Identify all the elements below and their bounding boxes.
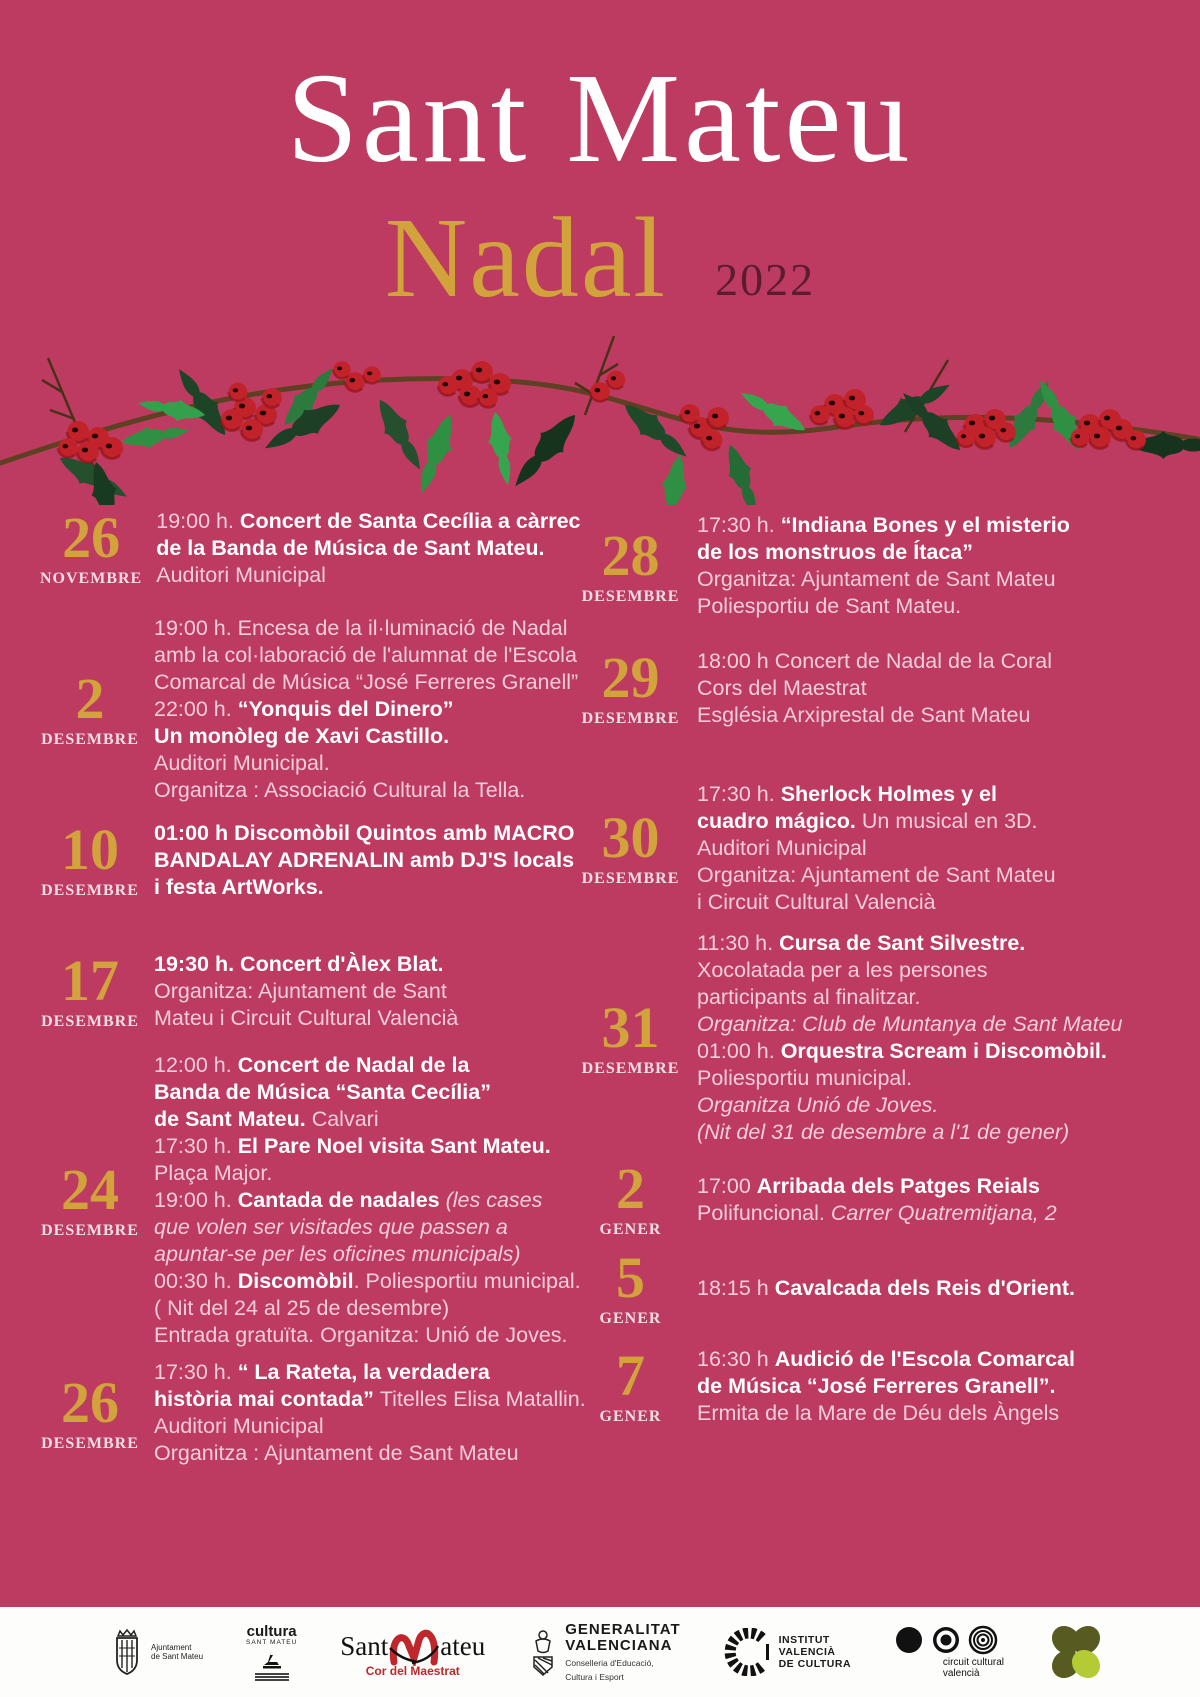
event-date-month: DESEMBRE: [581, 587, 680, 605]
event-text-segment: Banda de Música “Santa Cecília”: [154, 1080, 491, 1104]
ivc-name-3: DE CULTURA: [778, 1658, 852, 1670]
event-text-segment: Organitza: Ajuntament de Sant Mateu: [697, 863, 1056, 887]
cultura-smallprint-bars: [255, 1673, 289, 1681]
event-text-line: [697, 984, 1122, 1011]
generalitat-name-1: GENERALITAT: [565, 1621, 681, 1638]
event-text-segment: 17:30 h.: [697, 513, 781, 537]
event-text-segment: Sherlock Holmes y el: [780, 782, 997, 806]
event-date-month: DESEMBRE: [41, 1222, 139, 1239]
event-date: [40, 666, 140, 749]
event-row: [578, 1156, 1160, 1239]
event-text-segment: 17:30 h.: [697, 782, 781, 806]
event-text-line: [154, 696, 578, 723]
santmateu-m-icon: [388, 1626, 440, 1666]
event-text-line: [154, 1268, 581, 1295]
ivc-mosaic-c-icon: [724, 1628, 772, 1676]
event-date: [40, 948, 140, 1031]
poster-subtitle: Nadal: [384, 194, 668, 321]
circuit-label-2: valencià: [942, 1668, 980, 1679]
event-date-month: DESEMBRE: [581, 710, 680, 727]
event-date: [40, 1369, 140, 1453]
event-text-line: [154, 1295, 581, 1322]
circuit-label-1: circuit cultural: [942, 1657, 1005, 1668]
event-date-number: 10: [61, 817, 119, 882]
ajuntament-label-2: de Sant Mateu: [151, 1652, 204, 1661]
event-date-number: 28: [601, 522, 660, 588]
event-text-segment: Cavalcada dels Reis d'Orient.: [774, 1276, 1075, 1300]
event-text-segment: Poliesportiu de Sant Mateu.: [697, 594, 962, 618]
event-description: [697, 1346, 1075, 1427]
event-row: [40, 1052, 600, 1349]
event-text-segment: Organitza Unió de Joves.: [697, 1093, 939, 1117]
event-row: [578, 512, 1160, 620]
event-text-segment: 00:30 h.: [154, 1269, 238, 1293]
event-description: [156, 508, 580, 589]
event-text-line: [154, 1052, 581, 1079]
event-text-line: [154, 1079, 581, 1106]
event-text-line: [697, 702, 1052, 729]
event-description: [154, 1052, 581, 1349]
event-date: [578, 522, 683, 606]
event-text-segment: Organitza: Ajuntament de Sant: [154, 979, 447, 1003]
event-text-segment: Discomòbil: [237, 1269, 354, 1293]
event-text-segment: que volen ser visitades que passen a: [154, 1215, 508, 1239]
event-date-month: GENER: [599, 1408, 662, 1425]
event-text-segment: 19:00 h. Encesa de la il·luminació de Nadal: [154, 616, 568, 640]
event-row: [40, 615, 600, 804]
event-text-segment: “Yonquis del Dinero”: [237, 697, 454, 721]
event-description: [697, 512, 1070, 620]
event-text-line: [154, 1359, 586, 1386]
event-text-line: [697, 781, 1056, 808]
santmateu-post: ateu: [440, 1630, 486, 1661]
circuit-circles-icon: [894, 1625, 1004, 1655]
event-text-line: [156, 508, 580, 535]
event-text-line: [154, 874, 575, 901]
event-date-number: 31: [601, 994, 660, 1060]
santmateu-tagline: Cor del Maestrat: [365, 1664, 460, 1678]
event-text-segment: història mai contada”: [154, 1387, 380, 1411]
event-text-segment: Un musical en 3D.: [861, 809, 1038, 833]
logo-ajuntament-sant-mateu: [110, 1628, 203, 1676]
event-text-segment: El Pare Noel visita Sant Mateu.: [237, 1134, 551, 1158]
event-text-segment: Arribada dels Patges Reials: [756, 1173, 1040, 1198]
event-text-segment: Auditori Municipal: [156, 563, 326, 587]
event-date-number: 30: [601, 805, 660, 870]
event-date-month: DESEMBRE: [581, 870, 680, 887]
event-text-segment: Concert de Santa Cecília a càrrec: [239, 509, 581, 533]
event-text-line: [697, 1200, 1057, 1227]
logo-circuit-cultural-valencia: [894, 1625, 1004, 1679]
event-text-segment: de la Banda de Música de Sant Mateu.: [156, 536, 545, 560]
event-date-month: DESEMBRE: [41, 1434, 139, 1452]
event-text-line: [154, 1160, 581, 1187]
event-text-line: [697, 1346, 1075, 1373]
event-text-line: [697, 889, 1056, 916]
event-text-segment: 16:30 h: [697, 1347, 775, 1371]
event-text-line: [697, 1275, 1075, 1302]
event-text-line: [154, 1241, 581, 1268]
event-text-segment: Orquestra Scream i Discomòbil.: [780, 1039, 1107, 1063]
event-date: [578, 1245, 683, 1328]
event-text-segment: Titelles Elisa Matallin.: [379, 1387, 586, 1411]
event-text-line: [154, 642, 578, 669]
event-text-line: [697, 539, 1070, 566]
event-date-number: 2: [616, 1156, 645, 1221]
event-date: [40, 1157, 140, 1240]
event-text-segment: 17:30 h.: [154, 1360, 238, 1384]
event-description: [154, 615, 578, 804]
ivc-name-1: INSTITUT: [778, 1634, 830, 1646]
event-text-segment: amb la col·laboració de l'alumnat de l'Escola: [154, 643, 577, 667]
event-text-line: [697, 930, 1122, 957]
event-date-month: GENER: [599, 1310, 662, 1327]
generalitat-dept-2: Cultura i Esport: [565, 1672, 624, 1682]
event-text-segment: 19:30 h. Concert d'Àlex Blat.: [154, 952, 444, 976]
event-text-segment: 01:00 h Discomòbil Quintos amb MACRO: [154, 821, 575, 845]
event-date: [40, 505, 143, 588]
events-column-right: [578, 500, 1160, 1427]
event-row: [578, 930, 1160, 1146]
event-text-line: [154, 750, 578, 777]
event-text-segment: i Circuit Cultural Valencià: [697, 890, 936, 914]
event-date-number: 5: [616, 1245, 645, 1310]
event-text-segment: Organitza : Ajuntament de Sant Mateu: [154, 1441, 519, 1465]
event-text-segment: Organitza: Club de Muntanya de Sant Mateu: [697, 1012, 1123, 1036]
event-text-segment: Audició de l'Escola Comarcal: [774, 1347, 1075, 1371]
event-text-segment: Polifuncional.: [697, 1200, 831, 1225]
event-text-segment: Organitza : Associació Cultural la Tella.: [154, 778, 526, 802]
event-text-line: [697, 808, 1056, 835]
event-text-segment: Calvari: [311, 1107, 379, 1131]
event-description: [697, 648, 1052, 729]
event-date: [578, 805, 683, 888]
event-text-line: [156, 535, 580, 562]
event-text-segment: . Poliesportiu municipal.: [353, 1269, 581, 1293]
event-text-segment: de Sant Mateu.: [154, 1107, 312, 1131]
event-text-segment: (Nit del 31 de desembre a l'1 de gener): [697, 1120, 1070, 1144]
logo-cultura-sant-mateu: [246, 1624, 297, 1681]
event-row: [40, 505, 600, 589]
event-text-segment: Plaça Major.: [154, 1161, 273, 1185]
event-text-segment: 12:00 h.: [154, 1053, 238, 1077]
event-date-month: DESEMBRE: [41, 1013, 139, 1030]
event-date: [578, 1343, 683, 1426]
event-text-line: [697, 1119, 1122, 1146]
event-date-month: NOVEMBRE: [40, 570, 143, 587]
events-column-left: [40, 500, 600, 1467]
generalitat-emblem-icon: [528, 1627, 558, 1677]
event-text-segment: 22:00 h.: [154, 697, 238, 721]
event-text-segment: Auditori Municipal: [697, 836, 867, 860]
santmateu-pre: Sant: [340, 1630, 389, 1661]
event-text-segment: cuadro mágico.: [697, 809, 862, 833]
event-text-line: [697, 1373, 1075, 1400]
event-text-line: [154, 951, 458, 978]
event-text-segment: de los monstruos de Ítaca”: [697, 540, 973, 564]
poster-year: 2022: [715, 253, 816, 305]
event-description: [154, 951, 458, 1032]
event-row: [40, 1359, 600, 1467]
event-text-segment: “ La Rateta, la verdadera: [237, 1360, 490, 1384]
event-text-line: [154, 669, 578, 696]
event-date-number: 2: [75, 666, 105, 731]
event-text-segment: BANDALAY ADRENALIN amb DJ'S locals: [154, 848, 575, 872]
event-text-line: [154, 820, 575, 847]
event-text-line: [697, 1173, 1057, 1200]
event-date-month: GENER: [599, 1221, 662, 1238]
event-date-month: DESEMBRE: [41, 882, 139, 899]
event-text-segment: apuntar-se per les oficines municipals): [154, 1242, 521, 1266]
event-text-segment: Poliesportiu municipal.: [697, 1066, 913, 1090]
event-text-line: [154, 615, 578, 642]
event-text-line: [154, 1106, 581, 1133]
cultura-label: cultura: [246, 1622, 297, 1640]
event-text-segment: 11:30 h.: [697, 931, 780, 955]
event-description: [154, 820, 575, 901]
event-text-line: [154, 1440, 586, 1467]
poster-title: Sant Mateu: [286, 47, 914, 189]
event-text-segment: Mateu i Circuit Cultural Valencià: [154, 1006, 459, 1030]
event-text-segment: 18:00 h Concert de Nadal de la Coral: [697, 649, 1052, 673]
event-text-line: [697, 835, 1056, 862]
cultura-sublabel: SANT MATEU: [246, 1638, 298, 1646]
event-text-line: [154, 1133, 581, 1160]
logo-sant-mateu-cor-del-maestrat: [340, 1626, 485, 1678]
event-text-line: [697, 512, 1070, 539]
event-row: [40, 948, 600, 1032]
ivc-name-2: VALENCIÀ: [778, 1646, 836, 1658]
event-text-segment: Auditori Municipal.: [154, 751, 330, 775]
event-text-segment: 01:00 h.: [697, 1039, 781, 1063]
event-text-segment: 18:15 h: [697, 1276, 775, 1300]
logo-institut-valencia-de-cultura: [724, 1628, 851, 1676]
event-date: [578, 1156, 683, 1239]
event-date-number: 17: [61, 948, 119, 1013]
event-text-segment: de Música “José Ferreres Granell”.: [697, 1374, 1056, 1398]
holly-garland-illustration: [0, 320, 1200, 505]
event-date-number: 26: [61, 1369, 119, 1435]
cultura-figure-icon: [259, 1647, 285, 1671]
event-text-line: [697, 675, 1052, 702]
logo-generalitat-valenciana: [528, 1622, 680, 1682]
event-text-line: [156, 562, 580, 589]
event-date-number: 7: [616, 1343, 645, 1408]
event-description: [154, 1359, 586, 1467]
subtitle-row: [0, 194, 1200, 321]
event-text-line: [697, 1400, 1075, 1427]
event-text-line: [697, 1092, 1122, 1119]
event-date-month: DESEMBRE: [41, 731, 139, 748]
generalitat-name-2: VALENCIANA: [565, 1637, 673, 1654]
event-text-segment: 19:00 h.: [154, 1188, 238, 1212]
event-text-segment: Concert de Nadal de la: [237, 1053, 470, 1077]
event-row: [578, 1343, 1160, 1427]
ajuntament-label-1: Ajuntament: [151, 1643, 192, 1652]
event-text-line: [154, 1005, 458, 1032]
event-text-line: [697, 1065, 1122, 1092]
event-date: [578, 645, 683, 728]
event-text-segment: Comarcal de Música “José Ferreres Granell”: [154, 670, 579, 694]
event-text-line: [154, 1322, 581, 1349]
event-text-line: [154, 1413, 586, 1440]
event-text-line: [697, 1038, 1122, 1065]
event-text-segment: 17:30 h.: [154, 1134, 238, 1158]
event-text-line: [154, 723, 578, 750]
event-date-number: 24: [61, 1157, 119, 1222]
event-text-line: [697, 1011, 1122, 1038]
event-date-number: 29: [601, 645, 660, 710]
event-description: [697, 930, 1122, 1146]
event-description: [697, 1173, 1057, 1227]
event-text-segment: Cantada de nadales: [237, 1188, 446, 1212]
event-text-line: [697, 957, 1122, 984]
event-row: [40, 817, 600, 901]
event-text-line: [697, 566, 1070, 593]
event-description: [697, 1275, 1075, 1302]
event-text-segment: Organitza: Ajuntament de Sant Mateu: [697, 567, 1056, 591]
coat-of-arms-icon: [110, 1628, 144, 1676]
event-text-line: [154, 1214, 581, 1241]
event-text-segment: (les cases: [445, 1188, 543, 1212]
event-date: [40, 817, 140, 900]
event-text-segment: 19:00 h.: [156, 509, 240, 533]
event-text-segment: Cursa de Sant Silvestre.: [779, 931, 1026, 955]
event-text-line: [154, 978, 458, 1005]
event-text-segment: Entrada gratuïta. Organitza: Unió de Joves.: [154, 1323, 568, 1347]
event-text-segment: “Indiana Bones y el misterio: [780, 513, 1070, 537]
event-text-segment: participants al finalitzar.: [697, 985, 921, 1009]
event-text-line: [154, 1386, 586, 1413]
event-text-segment: Església Arxiprestal de Sant Mateu: [697, 703, 1031, 727]
event-text-line: [154, 847, 575, 874]
event-text-segment: Carrer Quatremitjana, 2: [830, 1200, 1057, 1225]
event-text-line: [154, 1187, 581, 1214]
event-row: [578, 1245, 1160, 1328]
event-text-segment: Ermita de la Mare de Déu dels Àngels: [697, 1401, 1060, 1425]
event-row: [578, 781, 1160, 916]
event-text-line: [697, 648, 1052, 675]
event-row: [578, 645, 1160, 729]
event-text-segment: Xocolatada per a les persones: [697, 958, 988, 982]
event-text-line: [697, 862, 1056, 889]
event-text-segment: i festa ArtWorks.: [154, 875, 324, 899]
green-clover-logo: [1047, 1623, 1105, 1681]
sponsor-footer: [0, 1607, 1200, 1697]
event-text-segment: 17:00: [697, 1173, 757, 1198]
event-text-segment: Un monòleg de Xavi Castillo.: [154, 724, 450, 748]
event-text-segment: Cors del Maestrat: [697, 676, 867, 700]
generalitat-dept-1: Conselleria d'Educació,: [565, 1658, 654, 1668]
event-date-number: 26: [62, 505, 121, 570]
event-date: [578, 994, 683, 1078]
event-text-line: [154, 777, 578, 804]
event-text-segment: Auditori Municipal: [154, 1414, 324, 1438]
event-description: [697, 781, 1056, 916]
event-text-line: [697, 593, 1070, 620]
event-text-segment: ( Nit del 24 al 25 de desembre): [154, 1296, 450, 1320]
event-date-month: DESEMBRE: [581, 1059, 680, 1077]
